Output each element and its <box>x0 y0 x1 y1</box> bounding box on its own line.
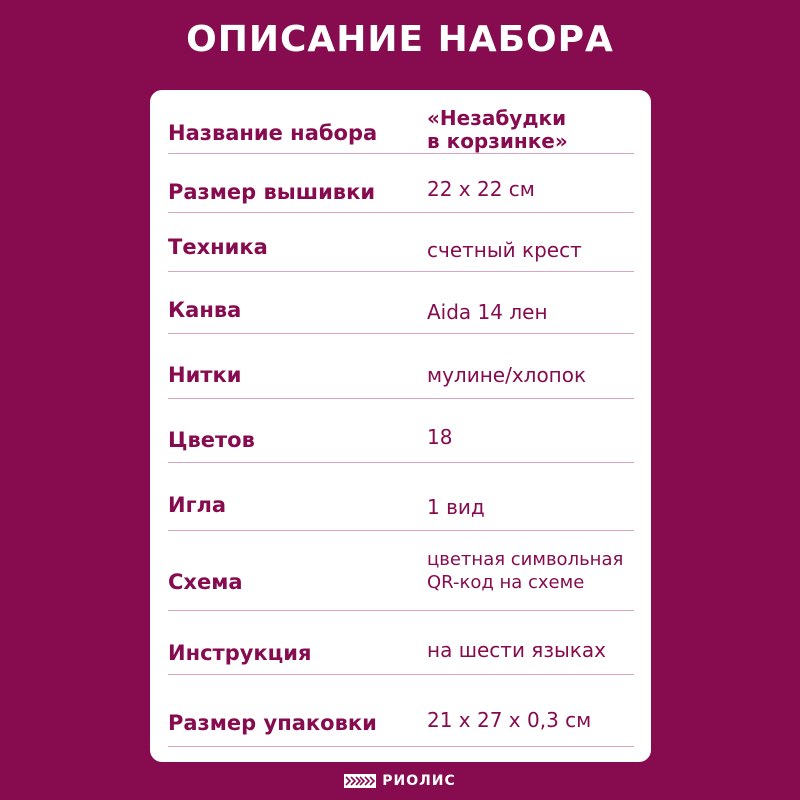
spec-label: Нитки <box>168 363 242 387</box>
spec-value-line1: цветная символьная <box>427 549 624 570</box>
spec-label: Схема <box>168 570 243 594</box>
spec-card <box>150 90 651 762</box>
brand-logo-icon <box>344 774 376 788</box>
spec-value: 22 х 22 см <box>427 177 535 201</box>
spec-label: Техника <box>168 235 268 259</box>
divider <box>168 610 634 611</box>
spec-label: Игла <box>168 493 227 517</box>
spec-value-line1: «Незабудки <box>427 106 567 130</box>
footer <box>0 770 800 792</box>
divider <box>168 398 634 399</box>
divider <box>168 674 634 675</box>
spec-value: счетный крест <box>427 238 582 262</box>
divider <box>168 746 634 747</box>
spec-label: Название набора <box>168 121 378 145</box>
spec-value-line2: в корзинке» <box>427 129 568 153</box>
divider <box>168 212 634 213</box>
spec-value: 1 вид <box>427 495 485 519</box>
divider <box>168 462 634 463</box>
spec-value: Aida 14 лен <box>427 300 548 324</box>
divider <box>168 271 634 272</box>
page-title: ОПИСАНИЕ НАБОРА <box>186 19 614 60</box>
spec-label: Размер упаковки <box>168 711 377 735</box>
spec-label: Канва <box>168 298 242 322</box>
spec-value: 21 х 27 х 0,3 см <box>427 708 592 732</box>
divider <box>168 333 634 334</box>
spec-label: Цветов <box>168 428 255 452</box>
spec-value: 18 <box>427 425 453 449</box>
spec-label: Размер вышивки <box>168 180 376 204</box>
spec-value: мулине/хлопок <box>427 363 587 387</box>
divider <box>168 153 634 154</box>
spec-label: Инструкция <box>168 641 312 665</box>
brand-name: РИОЛИС <box>382 773 456 789</box>
spec-value-line2: QR-код на схеме <box>427 572 585 593</box>
divider <box>168 530 634 531</box>
spec-value: на шести языках <box>427 638 606 662</box>
